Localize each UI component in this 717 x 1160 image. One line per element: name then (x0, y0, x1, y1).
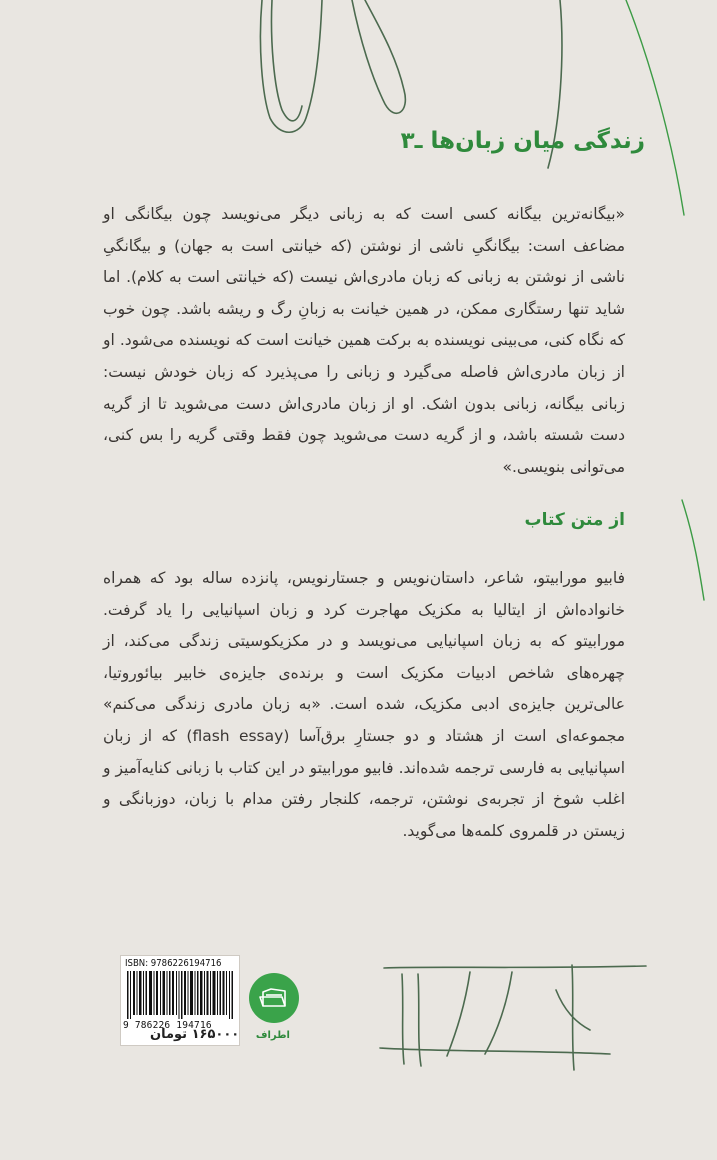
isbn-label: ISBN: 9786226194716 (125, 958, 222, 969)
series-title: زندگی میان زبان‌ها ـ۳ (400, 128, 645, 154)
folder-stack-icon (249, 973, 299, 1023)
back-cover-quote: «بیگانه‌ترین بیگانه کسی است که به زبانی دیگر می‌نویسد چون بیگانگی او مضاعف است: بیگانگیِ ناشی از نوشتن (که خیانتی است به جهان) و بیگانگیِ ناشی از نوشتن به زبانی که زبان مادری‌اش نیست (که خیانتی است به کلام). اما شاید تنها رستگاری ممکن، در همین خیانت به زبانِ رگ و ریشه باشد. چون خوب که نگاه کنی، می‌بینی نویسنده به برکت همین خیانت است که نویسنده می‌شود. او از زبان مادری‌اش فاصله می‌گیرد و زبانی را می‌پذیرد که زبان خودش نیست: زبانی بیگانه، زبانی بدون اشک. او از زبان مادری‌اش دست می‌شوید تا از گریه دست شسته باشد، و از گریه دست می‌شوید چون فقط وقتی گریه را بس کنی، می‌توانی بنویسی.» (103, 205, 625, 476)
publisher-name: اطراف (255, 1030, 290, 1041)
price-label: ۱۶۵۰۰۰ تومان (150, 1027, 240, 1042)
barcode-icon (127, 971, 233, 1019)
barcode-digits: 9 786226 194716 (123, 1020, 212, 1031)
author-bio-paragraph: فابیو مورابیتو، شاعر، داستان‌نویس و جستارنویس، پانزده ساله بود که همراه خانواده‌اش از ایتالیا به مکزیک مهاجرت کرد و زبان اسپانیایی را یاد گرفت. مورابیتو که به زبان اسپانیایی می‌نویسد و در مکزیکوسیتی زندگی می‌کند، از چهره‌های شاخص ادبیات مکزیک است و برنده‌ی جایزه‌ی خابیر بیائوروتیا، عالی‌ترین جایزه‌ی ادبی مکزیک، شده است. «به زبان مادری زندگی می‌کنم» مجموعه‌ای است از هشتاد و دو جستارِ برق‌آسا (flash essay) که از زبان اسپانیایی به فارسی ترجمه شده‌اند. فابیو مورابیتو در این کتاب با زبانی کنایه‌آمیز و اغلب شوخ از تجربه‌ی نوشتن، ترجمه، کلنجار رفتن مدام با زبان، دوزبانگی و زیستن در قلمروی کلمه‌ها می‌گوید. (103, 569, 626, 840)
publisher-logo (249, 973, 299, 1023)
quote-source-label: از متن کتاب (524, 510, 625, 530)
